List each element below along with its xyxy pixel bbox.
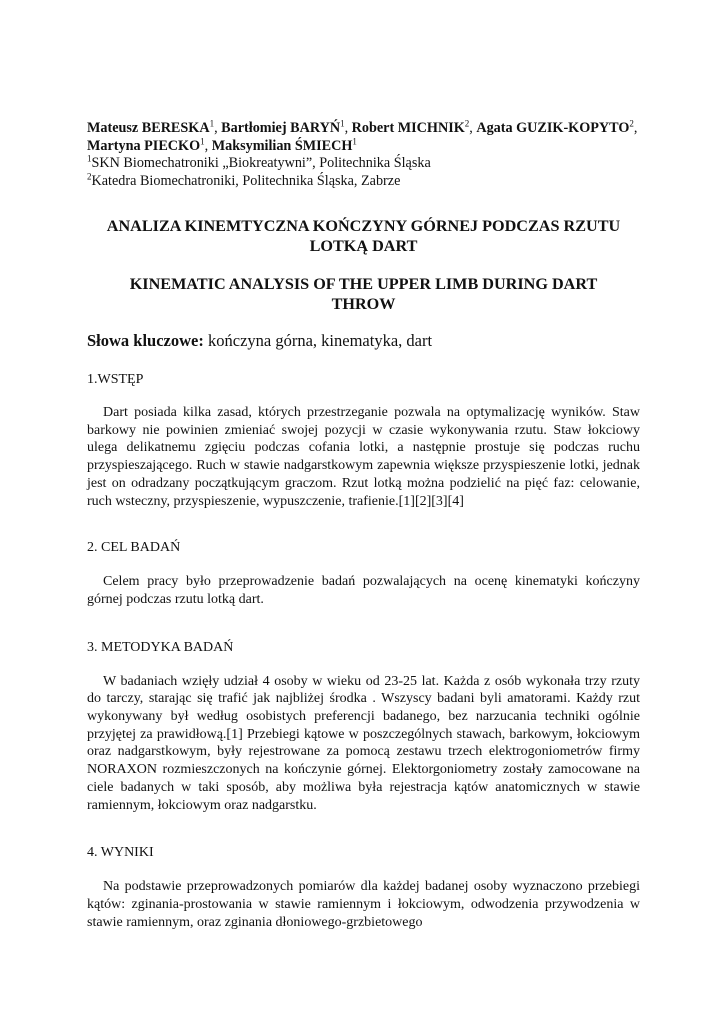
author-list: Mateusz BERESKA$^1$, Bartłomiej BARYŃ$^1$, Robert MICHNIK$^2$, Agata GUZIK-KOPYTO$^2$, Martyna PIECKO$^1$, Maksymilian ŚMIECH$^1$ [87,118,638,154]
author-name: Agata GUZIK-KOPYTO [476,120,630,136]
author-affiliation-mark: 1 [352,135,357,146]
keywords-label: Słowa kluczowe: [87,331,204,350]
author-name: Mateusz BERESKA [87,120,210,136]
author-name: Maksymilian ŚMIECH [211,137,353,154]
author-affiliation-mark: 2 [464,118,470,129]
author-affiliation-mark: 2 [629,118,634,129]
keywords-text: kończyna górna, kinematyka, dart [203,331,433,350]
section-heading: 4. WYNIKI [87,845,154,861]
keywords-line [87,331,640,351]
section-paragraph: Dart posiada kilka zasad, których przestrzeganie pozwala na optymalizację wyników. Staw barkowy nie powinien zmieniać swojej pozycji w czasie wykonywania rzutu. Staw łokciowy ulega delikatnemu zgięciu podczas cofania lotki, a następnie prostuje się podczas ruchu przyspieszającego. Ruch w stawie nadgarstkowym zapewnia większe przyspieszenie lotki, jednak jest on odradzany początkującym graczom. Rzut lotką można podzielić na pięć faz: celowanie, ruch wsteczny, przyspieszenie, wypuszczenie, trafienie.[1][2][3][4] [87,405,640,509]
section-heading: 2. CEL BADAŃ [87,540,181,556]
author-block [87,120,640,190]
author-name: Robert MICHNIK [351,120,465,136]
section-paragraph: W badaniach wzięły udział 4 osoby w wieku od 23-25 lat. Każda z osób wykonała trzy rzuty do tarczy, starając się trafić jak najbliżej środka . Wszyscy badani byli amatorami. Każdy rzut wykonywany był według osobistych preferencji badanego, bez narzucania techniki ogólnie przyjętej za prawidłową.[1] Przebiegi kątowe w poszczególnych stawach, barkowym, łokciowym oraz nadgarstkowym, były rejestrowane za pomocą zestawu trzech elektrogoniometrów firmy NORAXON rozmieszczonych na kończynie górnej. Elektorgoniometry zostały zamocowane na ciele badanych w taki sposób, aby możliwa była rejestracja kątów anatomicznych w stawie ramiennym, łokciowym oraz nadgarstku. [87,673,640,813]
section-paragraph: Celem pracy było przeprowadzenie badań pozwalających na ocenę kinematyki kończyny górnej podczas rzutu lotką dart. [87,574,640,607]
affiliation-line: $^1$SKN Biomechatroniki „Biokreatywni”, Politechnika Śląska [87,153,431,171]
paper-page [87,120,640,931]
title-polish: ANALIZA KINEMTYCZNA KOŃCZYNY GÓRNEJ PODCZAS RZUTU LOTKĄ DART [106,217,621,255]
section-heading: 1.WSTĘP [87,372,144,387]
author-affiliation-mark: 1 [340,118,345,129]
title-english: KINEMATIC ANALYSIS OF THE UPPER LIMB DURING DART THROW [129,275,598,313]
author-affiliation-mark: 1 [209,118,215,129]
affiliation-line: $^2$Katedra Biomechatroniki, Politechnika Śląska, Zabrze [87,170,401,189]
author-name: Bartłomiej BARYŃ [221,120,341,136]
section-paragraph: Na podstawie przeprowadzonych pomiarów dla każdej badanej osoby wyznaczono przebiegi kątów: zginania-prostowania w stawie ramiennym i łokciowym, odwodzenia przywodzenia w stawie ramiennym, oraz zginania dłoniowego-grzbietowego [87,879,640,930]
author-name: Martyna PIECKO [87,137,201,154]
author-affiliation-mark: 1 [200,135,205,146]
section-heading: 3. METODYKA BADAŃ [87,639,234,655]
